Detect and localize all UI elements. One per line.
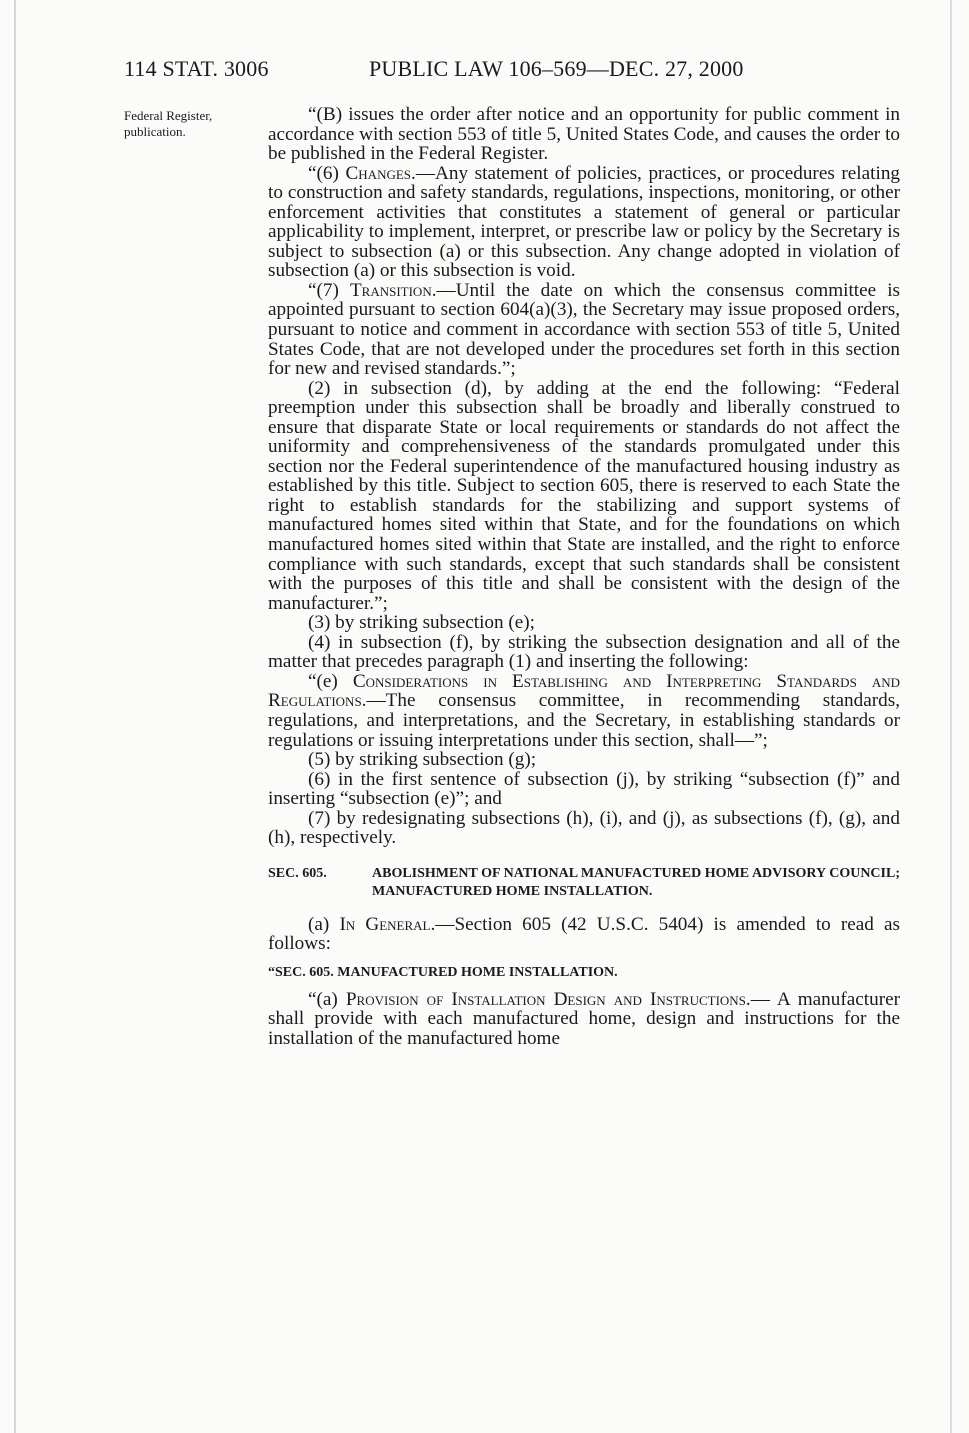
paragraph-6-lead: “(6) <box>308 162 346 184</box>
page-edge-right <box>950 0 952 1433</box>
amendment-item-7: (7) by redesignating subsections (h), (i), and (j), as subsections (f), (g), and (h), respectively. <box>268 807 900 849</box>
quoted-subsection-a-lead: “(a) <box>308 988 346 1010</box>
quoted-section-heading: “SEC. 605. MANUFACTURED HOME INSTALLATION. <box>268 964 618 980</box>
quoted-subsection-a-heading: Provision of Installation Design and Instructions. <box>345 988 751 1010</box>
amendment-item-4: (4) in subsection (f), by striking the subsection designation and all of the matter that precedes paragraph (1) and inserting the following: <box>268 631 900 673</box>
section-605-heading <box>268 865 900 901</box>
section-number: SEC. 605. <box>268 865 327 881</box>
paragraph-7-transition <box>268 281 900 379</box>
subsection-e-heading: Considerations in Establishing and Interpreting Standards and Regulations. <box>268 670 900 712</box>
quoted-subsection-a-text: — A manufacturer shall provide with each manufactured home, design and instructions for the installation of the manufactured home <box>268 988 901 1049</box>
quoted-subsection-a <box>268 990 900 1049</box>
subsection-e-considerations <box>268 672 900 750</box>
amendment-item-6: (6) in the first sentence of subsection (j), by striking “subsection (f)” and inserting “subsection (e)”; and <box>268 768 900 810</box>
statute-page-number: 114 STAT. 3006 <box>124 56 269 81</box>
public-law-citation: PUBLIC LAW 106–569—DEC. 27, 2000 <box>369 56 744 81</box>
amendment-item-5: (5) by striking subsection (g); <box>308 749 537 771</box>
subsection-a-text: —Section 605 (42 U.S.C. 5404) is amended to read as follows: <box>268 913 901 955</box>
body-text <box>268 105 900 1049</box>
page-edge-left <box>14 0 16 1433</box>
amendment-item-2: (2) in subsection (d), by adding at the end the following: “Federal preemption under this subsection shall be broadly and liberally construed to ensure that disparate State or local requirements or standards do not affect the uniformity and comprehensiveness of the standards promulgated under this section nor the Federal superintendence of the manufactured housing industry as established by this title. Subject to section 605, there is reserved to each State the right to establish standards for the stabilizing and support systems of manufactured homes sited within that State, and for the foundations on which manufactured homes sited within that State are installed, and the right to enforce compliance with such standards, except that such standards shall be consistent with the purposes of this title and shall be consistent with the design of the manufacturer.”; <box>268 377 900 614</box>
subsection-a-in-general <box>268 915 900 954</box>
subsection-e-lead: “(e) <box>308 670 353 692</box>
margin-note: Federal Register, publication. <box>124 108 213 139</box>
paragraph-7-lead: “(7) <box>308 279 350 301</box>
paragraph-7-heading: Transition. <box>349 279 437 301</box>
paragraph-6-text: —Any statement of policies, practices, or procedures relating to construction and safety standards, regulations, inspections, monitoring, or other enforcement activities that constitutes a statement of general or particular applicability to implement, interpret, or prescribe law or policy by the Secretary is subject to subsection (a) or this subsection. Any change adopted in violation of subsection (a) or this subsection is void. <box>268 162 901 282</box>
paragraph-6-changes <box>268 164 900 281</box>
subsection-a-heading: In General. <box>339 913 436 935</box>
paragraph-b: “(B) issues the order after notice and an opportunity for public comment in accordance with section 553 of title 5, United States Code, and causes the order to be published in the Federal Register. <box>268 104 900 165</box>
amendment-item-3: (3) by striking subsection (e); <box>308 612 536 634</box>
paragraph-6-heading: Changes. <box>345 162 416 184</box>
section-title: ABOLISHMENT OF NATIONAL MANUFACTURED HOME ADVISORY COUNCIL; MANUFACTURED HOME INSTALLATION. <box>372 865 900 899</box>
paragraph-7-text: —Until the date on which the consensus committee is appointed pursuant to section 604(a)(3), the Secretary may issue proposed orders, pursuant to notice and comment in accordance with section 553 of title 5, United States Code, that are not developed under the procedures set forth in this section for new and revised standards.”; <box>268 279 901 380</box>
subsection-a-lead: (a) <box>308 913 340 935</box>
subsection-e-text: —The consensus committee, in recommending standards, regulations, and interpretations, and the Secretary, in establishing standards or regulations or issuing interpretations under this section, shall—”; <box>268 690 900 751</box>
